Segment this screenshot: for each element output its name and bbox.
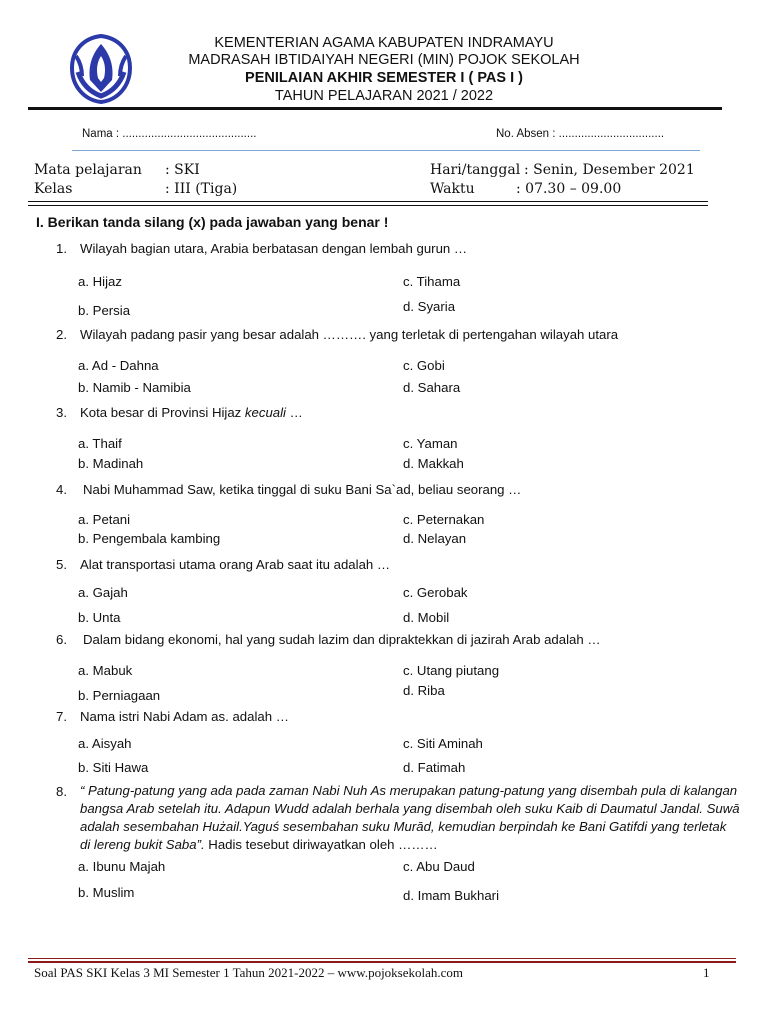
time-value: : 07.30 – 09.00	[516, 181, 622, 197]
option-b[interactable]: b. Unta	[78, 610, 121, 625]
question-text-end: …	[285, 405, 303, 420]
header-ministry: KEMENTERIAN AGAMA KABUPATEN INDRAMAYU	[214, 35, 554, 51]
class-value: : III (Tiga)	[165, 181, 238, 197]
student-divider	[72, 150, 700, 151]
header-exam-title: PENILAIAN AKHIR SEMESTER I ( PAS I )	[245, 70, 523, 86]
option-d[interactable]: d. Mobil	[403, 610, 450, 625]
option-b[interactable]: b. Pengembala kambing	[78, 531, 221, 546]
question-text-emphasis: kecuali	[244, 405, 286, 420]
question-text	[80, 782, 740, 854]
option-a[interactable]: a. Ibunu Majah	[78, 859, 166, 874]
option-b[interactable]: b. Namib - Namibia	[78, 380, 191, 395]
question-number: 5.	[56, 557, 67, 572]
subject-value: : SKI	[165, 162, 200, 178]
question-number: 4.	[56, 482, 67, 497]
student-name-field[interactable]: Nama : ..........................................	[82, 128, 257, 140]
option-b[interactable]: b. Perniagaan	[78, 688, 161, 703]
option-d[interactable]: d. Sahara	[403, 380, 461, 395]
info-divider-2	[28, 205, 708, 206]
option-c[interactable]: c. Yaman	[403, 436, 458, 451]
option-c[interactable]: c. Gobi	[403, 358, 445, 373]
footer-divider-thick	[28, 961, 736, 963]
question-number: 8.	[56, 784, 67, 799]
header-year: TAHUN PELAJARAN 2021 / 2022	[274, 88, 494, 104]
option-b[interactable]: b. Siti Hawa	[78, 760, 149, 775]
question-text-main: Kota besar di Provinsi Hijaz	[80, 405, 245, 420]
student-number-field[interactable]: No. Absen : .................................	[496, 128, 665, 140]
question-text: Alat transportasi utama orang Arab saat itu adalah …	[80, 557, 391, 572]
day-label: Hari/tanggal	[430, 162, 521, 178]
subject-label: Mata pelajaran	[34, 162, 142, 178]
option-a[interactable]: a. Thaif	[78, 436, 122, 451]
option-d[interactable]: d. Syaria	[403, 299, 456, 314]
option-a[interactable]: a. Aisyah	[78, 736, 132, 751]
option-a[interactable]: a. Hijaz	[78, 274, 122, 289]
option-d[interactable]: d. Imam Bukhari	[403, 888, 500, 903]
question-number: 1.	[56, 241, 67, 256]
question-number: 2.	[56, 327, 67, 342]
question-text: Dalam bidang ekonomi, hal yang sudah lazim dan dipraktekkan di jazirah Arab adalah …	[83, 632, 601, 647]
option-a[interactable]: a. Mabuk	[78, 663, 133, 678]
header-school: MADRASAH IBTIDAIYAH NEGERI (MIN) POJOK SEKOLAH	[188, 52, 580, 68]
option-d[interactable]: d. Riba	[403, 683, 445, 698]
option-c[interactable]: c. Gerobak	[403, 585, 468, 600]
question-text: Nabi Muhammad Saw, ketika tinggal di suku Bani Sa`ad, beliau seorang …	[83, 482, 522, 497]
option-a[interactable]: a. Gajah	[78, 585, 128, 600]
option-c[interactable]: c. Tihama	[403, 274, 461, 289]
question-text: Nama istri Nabi Adam as. adalah …	[80, 709, 289, 724]
question-text: Wilayah padang pasir yang besar adalah ………. yang terletak di pertengahan wilayah utara	[80, 327, 619, 342]
option-c[interactable]: c. Utang piutang	[403, 663, 500, 678]
option-d[interactable]: d. Nelayan	[403, 531, 467, 546]
section-instruction: I. Berikan tanda silang (x) pada jawaban yang benar !	[36, 214, 389, 230]
option-c[interactable]: c. Siti Aminah	[403, 736, 483, 751]
page-number: 1	[703, 965, 710, 980]
option-d[interactable]: d. Fatimah	[403, 760, 466, 775]
question-number: 3.	[56, 405, 67, 420]
class-label: Kelas	[34, 181, 73, 197]
time-label: Waktu	[430, 181, 475, 197]
option-c[interactable]: c. Abu Daud	[403, 859, 475, 874]
header-divider	[28, 107, 722, 110]
option-b[interactable]: b. Persia	[78, 303, 131, 318]
question-text-end: Hadis tesebut diriwayatkan oleh ………	[204, 837, 438, 852]
option-a[interactable]: a. Ad - Dahna	[78, 358, 159, 373]
option-a[interactable]: a. Petani	[78, 512, 131, 527]
question-number: 7.	[56, 709, 67, 724]
question-quote: “ Patung-patung yang ada pada zaman Nabi Nuh As merupakan patung-patung yang disembah pula di kalangan bangsa Arab setelah itu. Adapun Wudd adalah berhala yang disembah oleh suku Kaib di Daumatul Jandal. Suwā adalah sesembahan Hużail.Yaguś sesembahan suku Murād, kemudian berpindah ke Bani Gatifdi yang terletak di lereng bukit Saba”.	[80, 783, 740, 852]
footer-divider-thin	[28, 958, 736, 959]
question-text: Wilayah bagian utara, Arabia berbatasan dengan lembah gurun …	[80, 241, 468, 256]
info-divider-1	[28, 201, 708, 202]
option-b[interactable]: b. Muslim	[78, 885, 135, 900]
question-text	[80, 405, 303, 421]
day-value: : Senin, Desember 2021	[524, 162, 695, 178]
option-b[interactable]: b. Madinah	[78, 456, 144, 471]
option-c[interactable]: c. Peternakan	[403, 512, 485, 527]
option-d[interactable]: d. Makkah	[403, 456, 464, 471]
question-number: 6.	[56, 632, 67, 647]
footer-text: Soal PAS SKI Kelas 3 MI Semester 1 Tahun 2021-2022 – www.pojoksekolah.com	[34, 965, 464, 980]
